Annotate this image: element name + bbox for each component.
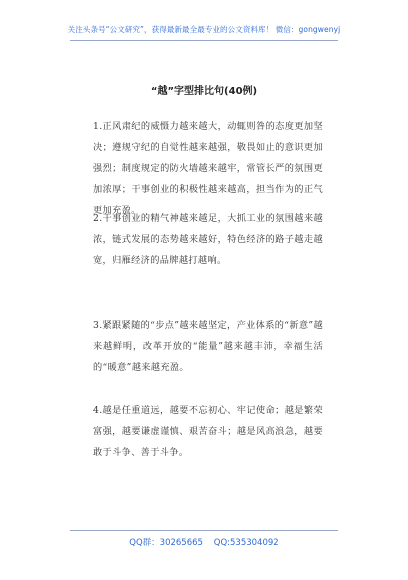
paragraph-2: 2.干事创业的精气神越来越足，大抓工业的氛围越来越浓，链式发展的态势越来越好，特色经济的路子越走越宽，归雁经济的品牌越打越响。 [93, 213, 323, 266]
paragraph-4: 4.越是任重道远，越要不忘初心、牢记使命；越是繁荣富强，越要谦虚谨慎、艰苦奋斗；越是风高浪急，越要敢于斗争、善于斗争。 [93, 405, 323, 458]
header-divider [70, 40, 338, 41]
footer-qq: QQ:535304092 [213, 538, 279, 548]
footer-qq-group: QQ群：30265665 [129, 538, 203, 548]
header-note: 关注头条号“公文研究”，获得最新最全最专业的公文资料库！ 微信：gongwenyj [67, 25, 341, 34]
footer-contact [0, 536, 408, 548]
paragraph-3: 3.紧跟紧随的“步点”越来越坚定，产业体系的“新意”越来越鲜明，改革开放的“能量”越来越丰沛，幸福生活的“暖意”越来越充盈。 [93, 320, 323, 373]
footer-divider [70, 530, 338, 531]
paragraph-1: 1.正风肃纪的威慑力越来越大，动辄则咎的态度更加坚决；遵规守纪的自觉性越来越强，敬畏如止的意识更加强烈；制度规定的防火墙越来越牢，常管长严的氛围更加浓厚；干事创业的积极性越来越高，担当作为的正气更加充盈。 [93, 121, 323, 216]
document-title: “越”字型排比句(40例) [150, 86, 258, 97]
